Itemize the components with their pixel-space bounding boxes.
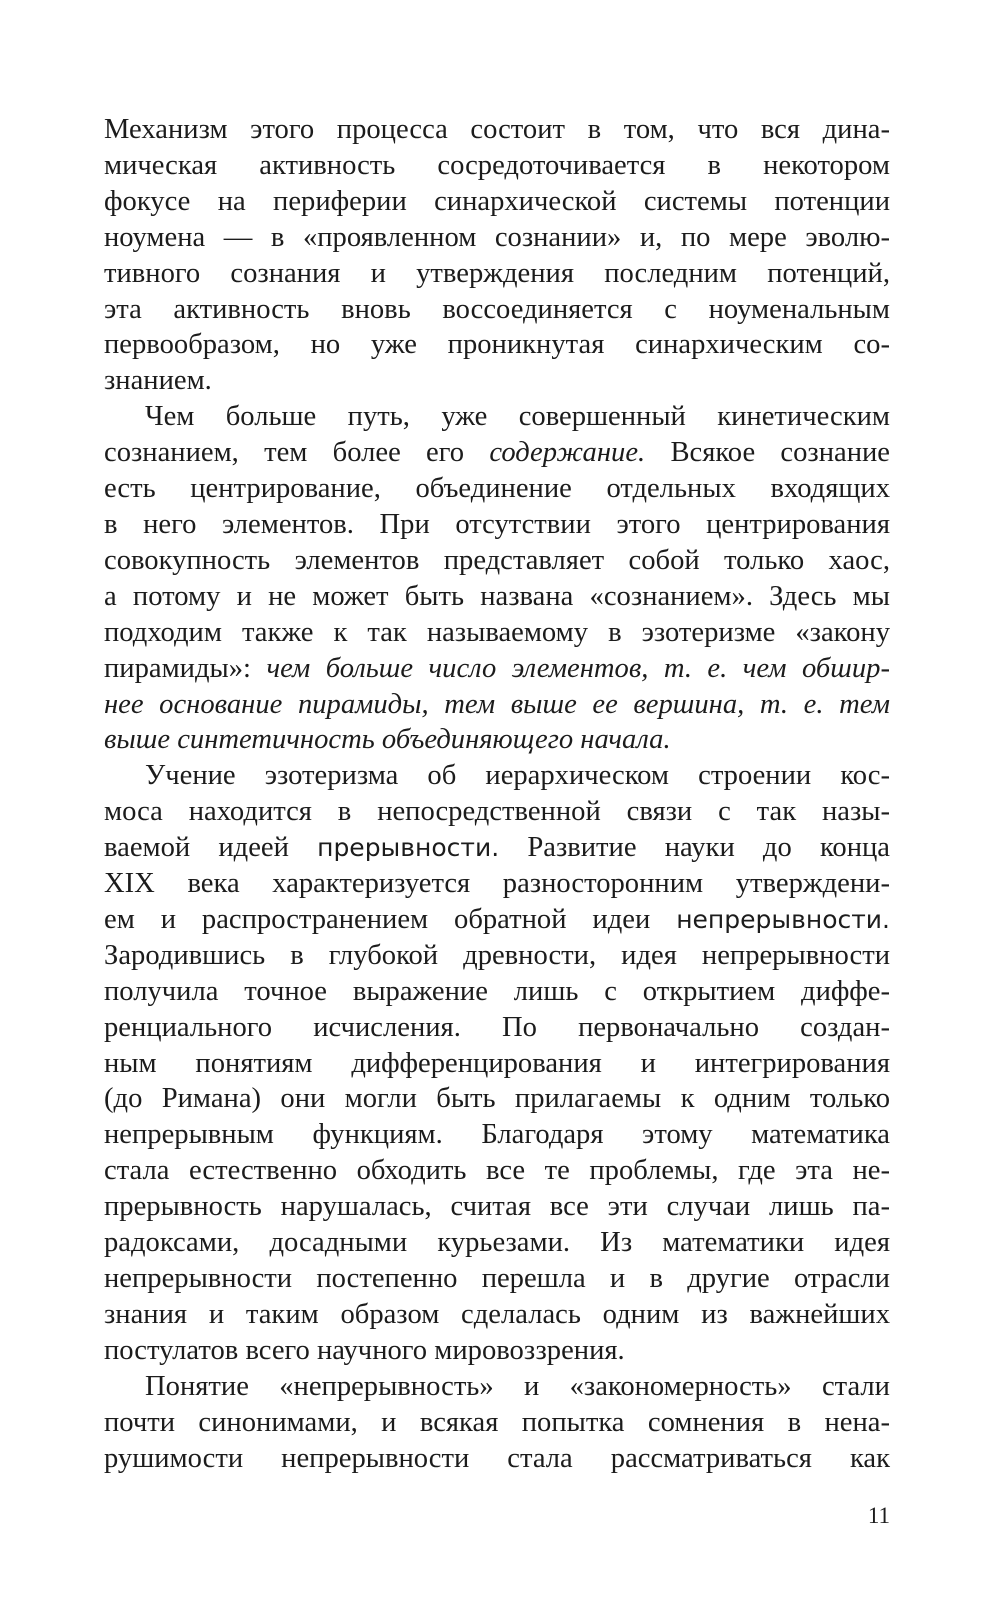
text-line: прерывность нарушалась, считая все эти случаи лишь па-	[104, 1191, 890, 1223]
page-body	[104, 112, 890, 1476]
text-line: получила точное выражение лишь с открытием диффе-	[104, 975, 890, 1007]
italic-quote: чем больше число элементов, т. е. чем обшир-	[266, 652, 890, 684]
text-line: в него элементов. При отсутствии этого центрирования	[104, 508, 890, 540]
text-run: ваемой идеей	[104, 832, 318, 864]
text-line: совокупность элементов представляет собой только хаос,	[104, 544, 890, 576]
emphasized-term: непрерывности.	[676, 904, 890, 934]
text-line: Понятие «непрерывность» и «закономерность» стали	[145, 1370, 890, 1402]
text-line: подходим также к так называемому в эзотеризме «закону	[104, 616, 890, 648]
text-line	[104, 902, 890, 938]
text-run: сознанием, тем более его	[104, 437, 490, 469]
text-line: ным понятиям дифференцирования и интегрирования	[104, 1047, 890, 1079]
text-line: ренциального исчисления. По первоначально создан-	[104, 1011, 890, 1043]
text-line: Механизм этого процесса состоит в том, что вся дина-	[104, 114, 890, 145]
paragraph-3	[104, 758, 890, 1368]
text-run: пирамиды»:	[104, 652, 267, 684]
text-line: ноумена — в «проявленном сознании» и, по мере эволю-	[104, 221, 890, 253]
paragraph-4	[104, 1369, 890, 1477]
text-line: мическая активность сосредоточивается в некотором	[104, 149, 890, 181]
text-line: эта активность вновь воссоединяется с ноуменальным	[104, 293, 890, 325]
text-line: первообразом, но уже проникнутая синархическим со-	[104, 329, 890, 361]
paragraph-1	[104, 112, 890, 399]
emphasized-term: прерывности.	[317, 833, 500, 863]
text-line: фокусе на периферии синархической системы потенции	[104, 185, 890, 217]
text-line: (до Римана) они могли быть прилагаемы к одним только	[104, 1083, 890, 1115]
text-line: тивного сознания и утверждения последним потенций,	[104, 257, 890, 289]
text-line: Зародившись в глубокой древности, идея непрерывности	[104, 939, 890, 971]
text-line	[104, 651, 890, 687]
text-run: ем и распространением обратной идеи	[104, 903, 677, 935]
text-line: Учение эзотеризма об иерархическом строении кос-	[145, 760, 890, 792]
text-run: Всякое сознание	[645, 437, 890, 469]
text-line: знания и таким образом сделалась одним из важнейших	[104, 1298, 890, 1330]
text-line: радоксами, досадными курьезами. Из математики идея	[104, 1227, 890, 1259]
text-line: непрерывным функциям. Благодаря этому математика	[104, 1119, 890, 1151]
text-line: а потому и не может быть названа «сознанием». Здесь мы	[104, 580, 890, 612]
text-line: XIX века характеризуется разносторонним утверждени-	[104, 868, 890, 900]
italic-term: содержание.	[489, 437, 646, 469]
text-line: почти синонимами, и всякая попытка сомнения в нена-	[104, 1406, 890, 1438]
text-line: моса находится в непосредственной связи с так назы-	[104, 796, 890, 828]
text-line-italic: выше синтетичность объединяющего начала.	[104, 724, 671, 756]
page-number: 11	[867, 1503, 890, 1528]
text-line: стала естественно обходить все те проблемы, где эта не-	[104, 1155, 890, 1187]
paragraph-2	[104, 399, 890, 758]
text-line: постулатов всего научного мировоззрения.	[104, 1334, 625, 1366]
text-line	[104, 435, 890, 471]
text-line: знанием.	[104, 365, 212, 397]
text-line: непрерывности постепенно перешла и в другие отрасли	[104, 1263, 890, 1294]
text-line	[104, 830, 890, 866]
text-line-italic: нее основание пирамиды, тем выше ее вершина, т. е. тем	[104, 688, 890, 720]
text-line: рушимости непрерывности стала рассматриваться как	[104, 1442, 890, 1474]
text-line: Чем больше путь, уже совершенный кинетическим	[145, 401, 890, 433]
text-line: есть центрирование, объединение отдельных входящих	[104, 473, 890, 505]
text-run: Развитие науки до конца	[499, 832, 890, 864]
